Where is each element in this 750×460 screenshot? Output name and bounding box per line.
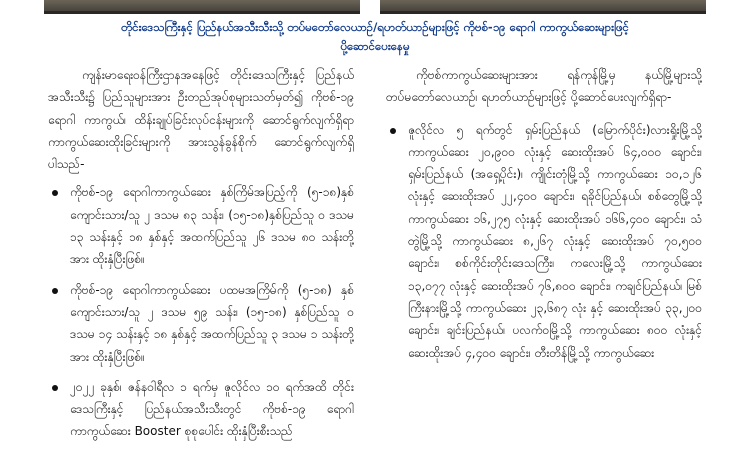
bullet-icon — [52, 385, 58, 391]
right-intro-paragraph: ကိုဗစ်ကာကွယ်ဆေးများအား ရန်ကုန်မြို့မှ နယ်မြို့များသို့ တပ်မတော်လေယာဉ်၊ ရဟတ်ယာဉ်များဖြင့် ပို့ဆောင်ပေးလျက်ရှိရာ- — [386, 68, 702, 105]
headline — [0, 18, 750, 56]
news-photo-right — [380, 0, 706, 14]
list-item — [386, 119, 702, 364]
left-column — [48, 64, 354, 451]
photo-strip — [0, 0, 750, 14]
list-item — [48, 181, 354, 270]
right-bullet-list — [386, 119, 702, 364]
bullet-text: ကိုဗစ်-၁၉ ရောဂါကာကွယ်ဆေး နှစ်ကြိမ်အပြည့်ကို (၅-၁၈)နှစ်ကျောင်းသား/သူ ၂ ဒသမ ၈၃ သန်း၊ (၁၅-၁၈)နှစ်ပြည်သူ ၀ ဒသမ ၁၃ သန်းနှင့် ၁၈ နှစ်နှင့် အထက်ပြည်သူ ၂၆ ဒသမ ၈၀ သန်းတို့အား ထိုးနှံပြီးဖြစ်။ — [70, 185, 354, 267]
bullet-icon — [52, 288, 58, 294]
bullet-text: ဇူလိုင်လ ၅ ရက်တွင် ရှမ်းပြည်နယ် (မြောက်ပိုင်း)လားရှိုးမြို့သို့ ကာကွယ်ဆေး ၂၀,၉၀၀ လုံးနှင့် ဆေးထိုးအပ် ၆၄,၀၀၀ ချောင်း၊ ရှမ်းပြည်နယ် (အရှေ့ပိုင်း)၊ ကျိုင်းတုံမြို့သို့ ကာကွယ်ဆေး ၁၀,၁၂၆ လုံးနှင့် ဆေးထိုးအပ် ၂၂,၄၀၀ ချောင်း၊ ရခိုင်ပြည်နယ်၊ စစ်တွေမြို့သို့ ကာကွယ်ဆေး ၁၆,၂၇၅ လုံးနှင့် ဆေးထိုးအပ် ၁၆၆,၄၀၀ ချောင်း၊ သံတွဲမြို့သို့ ကာကွယ်ဆေး ၈,၂၆၇ လုံးနှင့် ဆေးထိုးအပ် ၇၀,၅၀၀ ချောင်း၊ စစ်ကိုင်းတိုင်းဒေသကြီး၊ ကလေးမြို့သို့ ကာကွယ်ဆေး ၁၃,၀၇၇ လုံးနှင့် ဆေးထိုးအပ် ၇၆,၈၀၀ ချောင်း၊ ကချင်ပြည်နယ်၊ မြစ်ကြီးနားမြို့သို့ ကာကွယ်ဆေး ၂၃,၆၈၇ လုံး နှင့် ဆေးထိုးအပ် ၃၃,၂၀၀ ချောင်း၊ ချင်းပြည်နယ်၊ ပလက်ဝမြို့သို့ ကာကွယ်ဆေး ၈၀၀ လုံးနှင့် ဆေးထိုးအပ် ၄,၄၀၀ ချောင်း၊ တီးတိန်မြို့သို့ ကာကွယ်ဆေး — [408, 122, 702, 360]
bullet-icon — [390, 128, 396, 134]
bullet-text: ၂၀၂၂ ခုနှစ်၊ ဇန်နဝါရီလ ၁ ရက်မှ ဇူလိုင်လ ၁၀ ရက်အထိ တိုင်းဒေသကြီးနှင့် ပြည်နယ်အသီးသီးတွင် ကိုဗစ်-၁၉ ရောဂါ ကာကွယ်ဆေး Booster စုစုပေါင်း ထိုးနှံပြီးစီးသည် — [70, 379, 354, 439]
list-item — [48, 376, 354, 443]
bullet-icon — [52, 190, 58, 196]
list-item — [48, 279, 354, 368]
bullet-text: ကိုဗစ်-၁၉ ရောဂါကာကွယ်ဆေး ပထမအကြိမ်ကို (၅-၁၈) နှစ်ကျောင်းသား/သူ ၂ ဒသမ ၅၉ သန်း၊ (၁၅-၁၈) နှစ်ပြည်သူ ၀ ဒသမ ၁၄ သန်းနှင့် ၁၈ နှစ်နှင့် အထက်ပြည်သူ ၃ ဒသမ ၁ သန်းတို့အား ထိုးနှံပြီးဖြစ်။ — [70, 282, 354, 364]
left-intro-paragraph: ကျန်းမာရေးဝန်ကြီးဌာနအနေဖြင့် တိုင်းဒေသကြီးနှင့် ပြည်နယ်အသီးသီး၌ ပြည်သူများအား ဦးတည်အုပ်စုများသတ်မှတ်၍ ကိုဗစ်-၁၉ ရောဂါ ကာကွယ်၊ ထိန်းချုပ်ခြင်းလုပ်ငန်းများကို ဆောင်ရွက်လျက်ရှိရာ ကာကွယ်ဆေးထိုးခြင်းများကို အားသွန်ခွန်စိုက် ဆောင်ရွက်လျက်ရှိပါသည်- — [48, 68, 354, 172]
headline-line-1: တိုင်းဒေသကြီးနှင့် ပြည်နယ်အသီးသီးသို့ တပ်မတော်လေယာဉ်/ရဟတ်ယာဉ်များဖြင့် ကိုဗစ်-၁၉ ရောဂါ ကာကွယ်ဆေးများဖြင့် — [121, 20, 629, 34]
headline-line-2: ပို့ဆောင်ပေးနေမှု — [340, 39, 410, 53]
right-column — [386, 64, 702, 372]
left-bullet-list — [48, 181, 354, 442]
news-photo-left — [44, 0, 360, 14]
